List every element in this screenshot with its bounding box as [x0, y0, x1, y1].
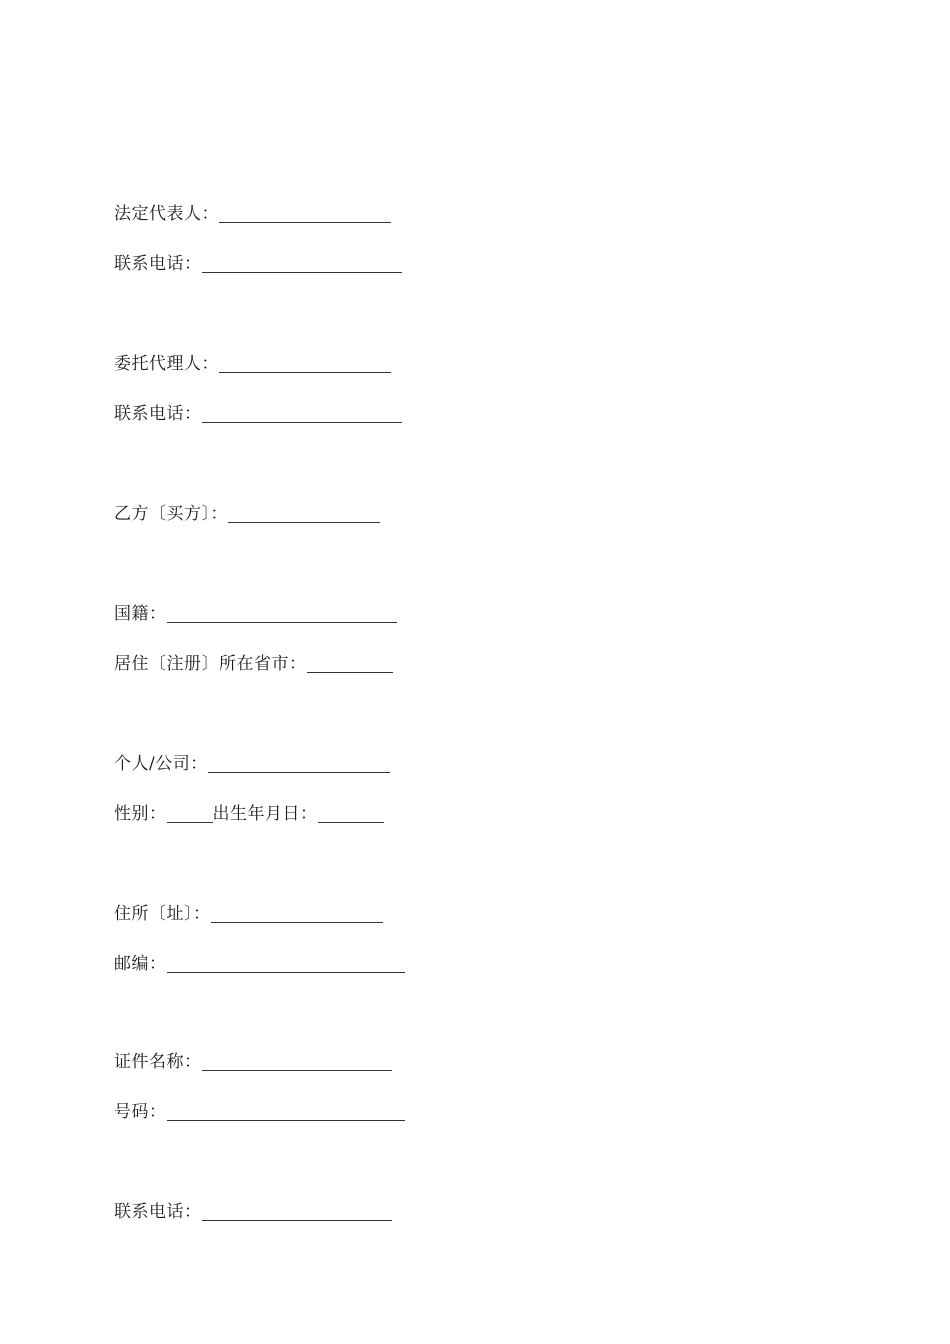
id-number-field [114, 1095, 405, 1123]
legal-representative-field [114, 197, 391, 225]
residence-province-label: 居住〔注册〕所在省市： [114, 654, 307, 674]
gender-birthdate-field [114, 797, 384, 825]
residence-province-field [114, 647, 393, 675]
id-document-name-blank[interactable] [202, 1052, 392, 1071]
gender-label: 性别： [114, 804, 167, 824]
party-b-blank[interactable] [228, 504, 380, 523]
authorized-agent-label: 委托代理人： [114, 354, 219, 374]
contact-phone-blank-3[interactable] [202, 1202, 392, 1221]
legal-representative-blank[interactable] [219, 204, 391, 223]
legal-representative-label: 法定代表人： [114, 204, 219, 224]
contact-phone-field-2 [114, 397, 402, 425]
authorized-agent-blank[interactable] [219, 354, 391, 373]
birth-date-blank[interactable] [318, 804, 384, 823]
contact-phone-blank-2[interactable] [202, 404, 402, 423]
postcode-field [114, 947, 405, 975]
contact-phone-label-1: 联系电话： [114, 254, 202, 274]
id-document-name-label: 证件名称： [114, 1052, 202, 1072]
id-number-label: 号码： [114, 1102, 167, 1122]
residence-province-blank[interactable] [307, 654, 393, 673]
contact-phone-field-1 [114, 247, 402, 275]
address-label: 住所〔址〕： [114, 904, 211, 924]
person-company-field [114, 747, 390, 775]
postcode-blank[interactable] [167, 954, 405, 973]
address-blank[interactable] [211, 904, 383, 923]
nationality-field [114, 597, 397, 625]
address-field [114, 897, 383, 925]
id-number-blank[interactable] [167, 1102, 405, 1121]
birth-date-label: 出生年月日： [212, 804, 318, 824]
person-company-label: 个人/公司： [114, 754, 208, 774]
contact-phone-blank-1[interactable] [202, 254, 402, 273]
person-company-blank[interactable] [208, 754, 390, 773]
postcode-label: 邮编： [114, 954, 167, 974]
gender-blank[interactable] [167, 804, 213, 823]
authorized-agent-field [114, 347, 391, 375]
nationality-label: 国籍： [114, 604, 167, 624]
contact-phone-label-3: 联系电话： [114, 1202, 202, 1222]
contact-phone-field-3 [114, 1195, 392, 1223]
contact-phone-label-2: 联系电话： [114, 404, 202, 424]
party-b-field [114, 497, 380, 525]
party-b-label: 乙方〔买方〕： [114, 504, 228, 524]
id-document-name-field [114, 1045, 392, 1073]
nationality-blank[interactable] [167, 604, 397, 623]
